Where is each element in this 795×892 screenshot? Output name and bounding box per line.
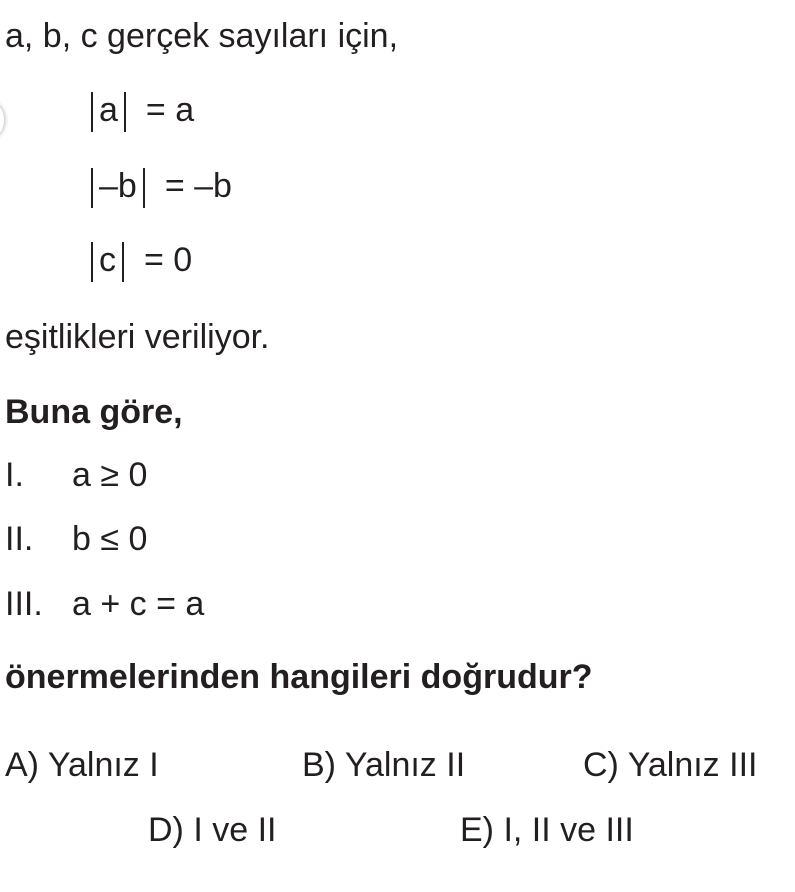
abs-bar-left	[91, 242, 93, 282]
statement-2-text: b ≤ 0	[72, 520, 148, 558]
equation-2	[85, 166, 232, 208]
equation-3-inner: c	[99, 241, 116, 279]
intro-text: a, b, c gerçek sayıları için,	[5, 17, 399, 55]
equations-note: eşitlikleri veriliyor.	[5, 318, 270, 356]
equation-1	[85, 90, 194, 132]
abs-bar-right	[124, 92, 126, 132]
question-lead: Buna göre,	[5, 393, 183, 431]
statement-3-numeral: III.	[5, 585, 43, 623]
choice-a[interactable]: A) Yalnız I	[5, 746, 159, 784]
choice-d[interactable]: D) I ve II	[148, 811, 277, 849]
scan-edge-mark	[0, 100, 4, 140]
abs-bar-right	[122, 242, 124, 282]
statement-2-numeral: II.	[5, 520, 34, 558]
choice-e[interactable]: E) I, II ve III	[460, 811, 634, 849]
abs-bar-left	[91, 168, 93, 208]
equation-3	[85, 240, 192, 282]
equation-2-inner: –b	[99, 167, 137, 205]
equation-3-rhs: = 0	[144, 241, 193, 279]
statement-1-text: a ≥ 0	[72, 456, 148, 494]
statement-3-text: a + c = a	[72, 585, 205, 623]
abs-bar-left	[91, 92, 93, 132]
abs-bar-right	[143, 168, 145, 208]
equation-2-rhs: = –b	[164, 167, 232, 205]
choice-c[interactable]: C) Yalnız III	[583, 746, 758, 784]
equation-1-rhs: = a	[145, 91, 195, 129]
question-text: önermelerinden hangileri doğrudur?	[5, 658, 593, 696]
equation-1-inner: a	[99, 91, 118, 129]
choice-b[interactable]: B) Yalnız II	[302, 746, 466, 784]
statement-1-numeral: I.	[5, 456, 24, 494]
